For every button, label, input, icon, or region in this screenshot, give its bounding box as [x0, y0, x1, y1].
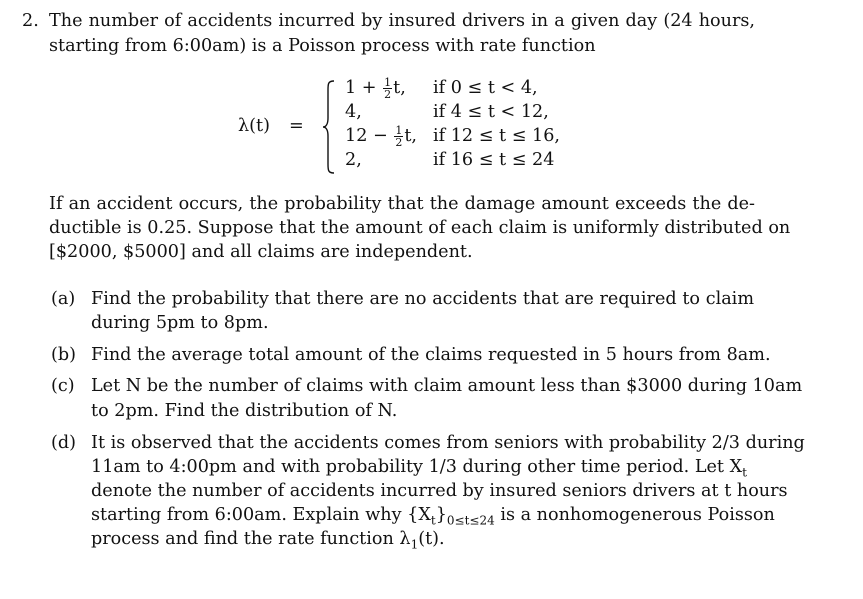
problem-number: 2.	[22, 11, 39, 31]
case-1-condition: if 0 ≤ t < 4,	[433, 78, 538, 98]
intro-line-1: The number of accidents incurred by insured drivers in a given day (24 hours,	[49, 11, 755, 31]
case-3-condition: if 12 ≤ t ≤ 16,	[433, 126, 561, 146]
intro-line-2: starting from 6:00am) is a Poisson process with rate function	[49, 36, 596, 56]
part-d-line-1: It is observed that the accidents comes from seniors with probability 2/3 during	[91, 433, 805, 453]
case-3-expr: 12 −	[345, 126, 394, 146]
part-a-line-2: during 5pm to 8pm.	[91, 313, 269, 333]
part-d-line-5: process and find the rate function $\lambda_1(t)$.	[91, 529, 445, 552]
part-b-label: (b)	[51, 345, 76, 365]
part-b-line-1: Find the average total amount of the claims requested in 5 hours from 8am.	[91, 345, 771, 365]
case-2-condition: if 4 ≤ t < 12,	[433, 102, 549, 122]
part-c-line-2: to 2pm. Find the distribution of N.	[91, 401, 398, 421]
case-4-condition: if 16 ≤ t ≤ 24	[433, 150, 555, 170]
case-1-fraction: $\frac{1}{2}$	[384, 75, 392, 101]
rate-function-lhs: λ(t)	[238, 116, 270, 136]
case-1-expr: 1 +	[345, 78, 383, 98]
part-a-label: (a)	[51, 289, 76, 309]
case-4-expr: 2,	[345, 150, 362, 170]
case-3-fraction: $\frac{1}{2}$	[395, 123, 403, 149]
part-d-label: (d)	[51, 433, 76, 453]
part-c-line-1: Let N be the number of claims with claim amount less than $3000 during 10am	[91, 376, 803, 396]
paragraph-line-1: If an accident occurs, the probability that the damage amount exceeds the de-	[49, 194, 755, 214]
part-d-line-2: 11am to 4:00pm and with probability 1/3 during other time period. Let $X_t$	[91, 457, 747, 480]
paragraph-line-2: ductible is 0.25. Suppose that the amount of each claim is uniformly distributed on	[49, 218, 791, 238]
part-a-line-1: Find the probability that there are no accidents that are required to claim	[91, 289, 754, 309]
part-d-line-3: denote the number of accidents incurred by insured seniors drivers at t hours	[91, 481, 788, 501]
rate-function-equals: =	[289, 116, 304, 136]
left-brace-icon	[322, 80, 336, 174]
part-c-label: (c)	[51, 376, 75, 396]
part-d-line-4: starting from 6:00am. Explain why $\{X_t\}_{0\le t\le 24}$ is a nonhomogenerous Poisson	[91, 505, 775, 528]
paragraph-line-3: [$2000, $5000] and all claims are independent.	[49, 242, 473, 262]
case-2-expr: 4,	[345, 102, 362, 122]
